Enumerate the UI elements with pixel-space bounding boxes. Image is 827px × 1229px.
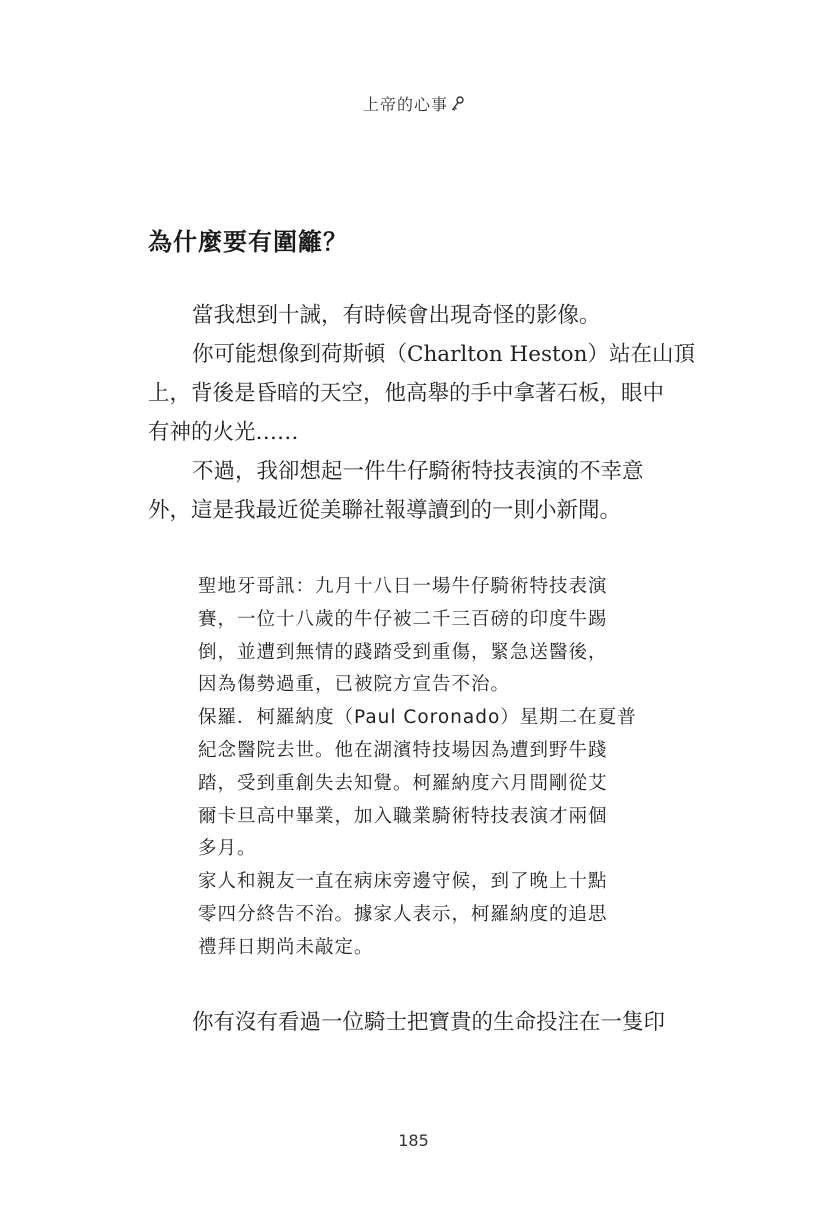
quote-line: 禮拜日期尚未敲定。 bbox=[198, 936, 374, 958]
chapter-title: 為什麼要有圍籬？ bbox=[148, 228, 348, 256]
paragraph-line: 上，背後是昏暗的天空，他高舉的手中拿著石板，眼中 bbox=[148, 381, 665, 406]
paragraph-line: 你可能想像到荷斯頓（Charlton Heston）站在山頂 bbox=[192, 342, 695, 367]
paragraph-line: 不過，我卻想起一件牛仔騎術特技表演的不幸意 bbox=[192, 459, 644, 484]
quote-line: 倒，並遭到無情的踐踏受到重傷，緊急送醫後， bbox=[198, 641, 608, 663]
quote-line: 家人和親友一直在病床旁邊守候，到了晚上十點 bbox=[198, 871, 608, 893]
running-title: 上帝的心事 bbox=[362, 95, 448, 114]
paragraph-line: 你有沒有看過一位騎士把寶貴的生命投注在一隻印 bbox=[192, 1010, 666, 1035]
running-header bbox=[0, 92, 827, 115]
body-text-section-1 bbox=[148, 296, 695, 530]
quote-line: 踏，受到重創失去知覺。柯羅納度六月間剛從艾 bbox=[198, 772, 608, 794]
key-icon bbox=[450, 96, 464, 112]
quote-line: 多月。 bbox=[198, 838, 257, 860]
quote-line: 聖地牙哥訊：九月十八日一場牛仔騎術特技表演 bbox=[198, 576, 608, 597]
paragraph-line: 有神的火光…… bbox=[148, 420, 299, 445]
quote-line: 因為傷勢過重，已被院方宣告不治。 bbox=[198, 674, 511, 696]
quote-line: 零四分終告不治。據家人表示，柯羅納度的追思 bbox=[198, 903, 608, 925]
body-text-section-2 bbox=[148, 1003, 684, 1042]
quote-line: 爾卡旦高中畢業，加入職業騎術特技表演才兩個 bbox=[198, 805, 608, 827]
quote-line: 紀念醫院去世。他在湖濱特技場因為遭到野牛踐 bbox=[198, 739, 608, 761]
paragraph-line: 當我想到十誡，有時候會出現奇怪的影像。 bbox=[192, 303, 601, 328]
page-number: 185 bbox=[398, 1131, 429, 1150]
news-quote-block bbox=[198, 571, 638, 965]
quote-line: 保羅．柯羅納度（Paul Coronado）星期二在夏普 bbox=[198, 707, 637, 729]
quote-line: 賽，一位十八歲的牛仔被二千三百磅的印度牛踢 bbox=[198, 608, 608, 630]
paragraph-line: 外，這是我最近從美聯社報導讀到的一則小新聞。 bbox=[148, 498, 622, 523]
